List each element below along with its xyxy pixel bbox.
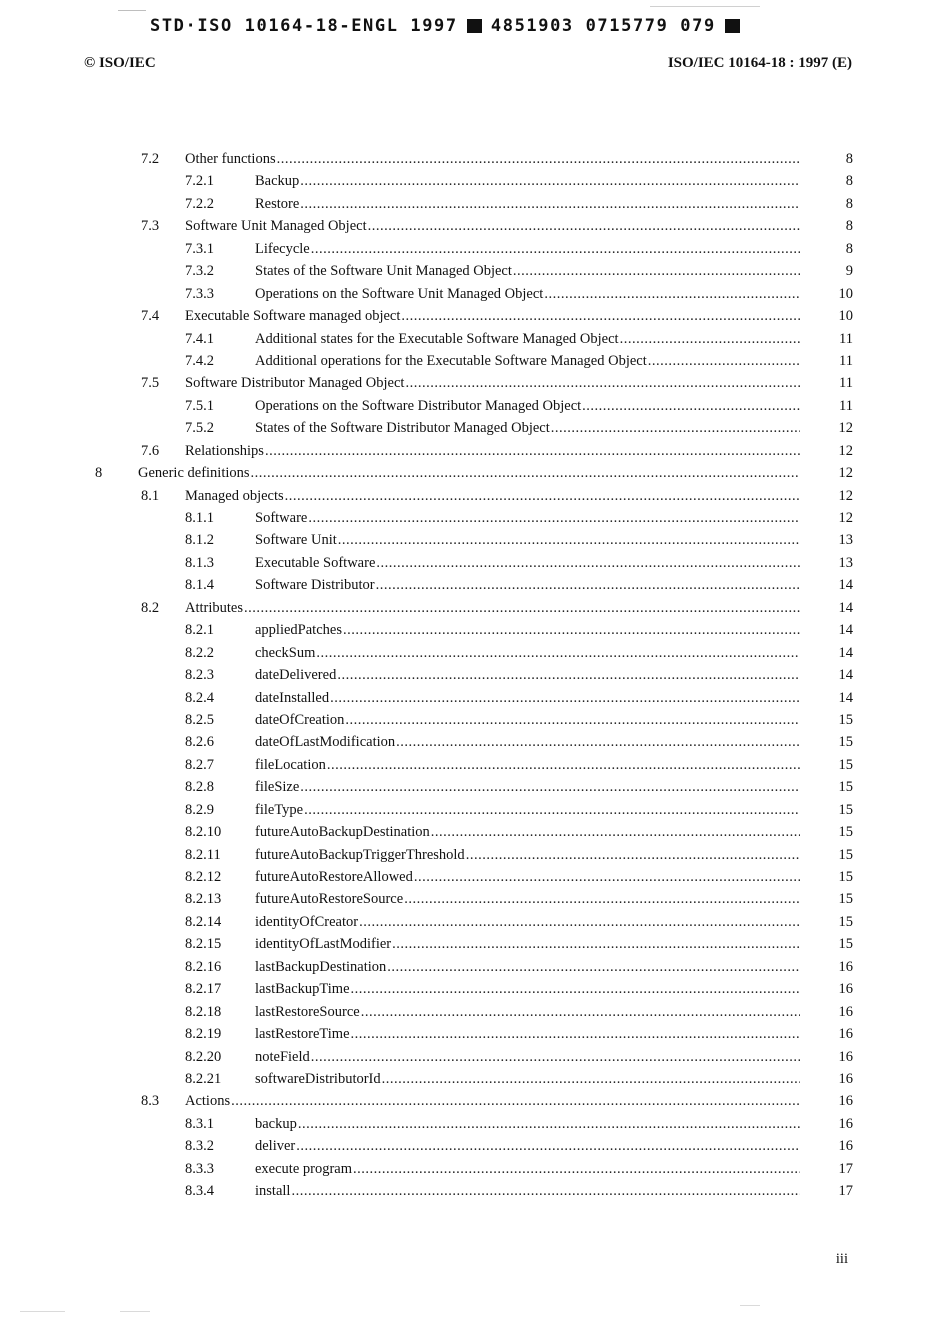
toc-entry-title: Managed objects: [185, 487, 284, 504]
toc-entry-leader-line: [255, 395, 800, 417]
toc-entry-page: 15: [838, 846, 853, 863]
toc-entry-number: 7.3.2: [185, 263, 214, 280]
toc-entry-leader-line: [255, 687, 800, 709]
dot-leader: [359, 911, 800, 933]
toc-entry[interactable]: [0, 529, 950, 551]
toc-entry-leader-line: [138, 462, 800, 484]
toc-entry-title: lastRestoreSource: [255, 1003, 360, 1020]
dot-leader: [582, 395, 800, 417]
toc-entry-page: 15: [838, 869, 853, 885]
toc-entry-number: 8.1.4: [185, 577, 214, 594]
toc-entry[interactable]: [0, 350, 950, 372]
toc-entry-leader-line: [255, 1113, 800, 1135]
toc-entry-leader-line: [255, 1158, 800, 1180]
toc-entry-page: 8: [845, 173, 853, 190]
scan-artifact: [118, 10, 146, 11]
toc-entry-page: 14: [838, 667, 853, 684]
toc-entry[interactable]: [0, 1113, 950, 1135]
toc-entry-page: 11: [839, 375, 853, 392]
header-standard-id: ISO/IEC 10164-18 : 1997 (E): [667, 55, 852, 71]
toc-entry-title: Backup: [255, 173, 300, 190]
dot-leader: [337, 664, 800, 686]
stamp-block: [467, 19, 482, 33]
toc-entry[interactable]: [0, 821, 950, 843]
dot-leader: [285, 485, 800, 507]
toc-entry-page: 16: [838, 1048, 853, 1065]
toc-entry[interactable]: [0, 552, 950, 574]
toc-entry-page: 8: [845, 240, 853, 257]
toc-entry-leader-line: [255, 1068, 800, 1090]
toc-entry[interactable]: [0, 238, 950, 260]
toc-entry-leader-line: [185, 148, 800, 170]
toc-entry-number: 7.5.1: [185, 397, 214, 414]
toc-entry-number: 8.2.18: [185, 1003, 222, 1020]
toc-entry-title: Software Distributor Managed Object: [185, 375, 405, 392]
dot-leader: [311, 1046, 800, 1068]
toc-entry-page: 15: [838, 779, 853, 796]
toc-entry-title: Lifecycle: [255, 240, 310, 257]
dot-leader: [343, 619, 800, 641]
toc-entry-title: lastBackupDestination: [255, 958, 387, 975]
toc-entry-number: 8.2.5: [185, 711, 214, 728]
toc-entry-page: 14: [838, 599, 853, 616]
toc-entry-title: Executable Software managed object: [185, 308, 401, 325]
dot-leader: [404, 888, 800, 910]
toc-entry[interactable]: [0, 619, 950, 641]
toc-entry-page: 8: [845, 151, 853, 167]
toc-entry[interactable]: [0, 305, 950, 327]
toc-entry-leader-line: [255, 1180, 800, 1202]
toc-entry-page: 10: [838, 285, 853, 302]
toc-entry[interactable]: [0, 1135, 950, 1157]
dot-leader: [551, 417, 800, 439]
toc-entry-number: 7.3.3: [185, 285, 214, 302]
dot-leader: [513, 260, 800, 282]
toc-entry-title: softwareDistributorId: [255, 1070, 381, 1087]
toc-entry-leader-line: [185, 372, 800, 394]
dot-leader: [298, 1113, 800, 1135]
stamp-text-mid: 4851903 0715779 079: [490, 16, 716, 36]
toc-entry-page: 16: [838, 1003, 853, 1020]
dot-leader: [327, 754, 800, 776]
table-of-contents: [0, 148, 950, 1203]
toc-entry-title: identityOfLastModifier: [255, 936, 392, 953]
toc-entry-title: Attributes: [185, 599, 243, 616]
toc-entry-title: Operations on the Software Unit Managed Object: [255, 285, 544, 302]
toc-entry-page: 16: [838, 958, 853, 975]
toc-entry-number: 7.4.2: [185, 352, 214, 369]
dot-leader: [620, 328, 800, 350]
toc-entry-leader-line: [255, 664, 800, 686]
toc-entry[interactable]: [0, 776, 950, 798]
toc-entry-leader-line: [255, 799, 800, 821]
dot-leader: [361, 1001, 800, 1023]
scan-artifact: [20, 1311, 65, 1312]
toc-entry-leader-line: [185, 597, 800, 619]
toc-entry-title: Generic definitions: [138, 465, 250, 482]
toc-entry[interactable]: [0, 888, 950, 910]
toc-entry-title: fileSize: [255, 779, 300, 796]
toc-entry-leader-line: [255, 260, 800, 282]
toc-entry-leader-line: [255, 642, 800, 664]
toc-entry-number: 8.2.16: [185, 958, 222, 975]
toc-entry-leader-line: [255, 1023, 800, 1045]
toc-entry-leader-line: [255, 821, 800, 843]
toc-entry-number: 7.4: [141, 308, 160, 325]
toc-entry-number: 8.2.9: [185, 801, 214, 818]
toc-entry-page: 15: [838, 711, 853, 728]
dot-leader: [351, 1023, 800, 1045]
toc-entry[interactable]: [0, 956, 950, 978]
toc-entry[interactable]: [0, 664, 950, 686]
toc-entry[interactable]: [0, 731, 950, 753]
toc-entry[interactable]: [0, 283, 950, 305]
dot-leader: [338, 529, 800, 551]
toc-entry-number: 8.2.3: [185, 667, 214, 684]
toc-entry-number: 8.2.7: [185, 756, 214, 773]
toc-entry[interactable]: [0, 372, 950, 394]
dot-leader: [231, 1090, 800, 1112]
toc-entry-title: backup: [255, 1115, 297, 1132]
dot-leader: [351, 978, 800, 1000]
toc-entry-title: Executable Software: [255, 554, 376, 571]
toc-entry-page: 8: [845, 218, 853, 235]
toc-entry-number: 7.2.2: [185, 195, 214, 212]
dot-leader: [296, 1135, 800, 1157]
toc-entry-number: 8.2.14: [185, 913, 222, 930]
toc-entry-leader-line: [185, 1090, 800, 1112]
dot-leader: [431, 821, 800, 843]
toc-entry-title: Operations on the Software Distributor Managed Object: [255, 397, 582, 414]
toc-entry-title: lastRestoreTime: [255, 1026, 350, 1043]
toc-entry[interactable]: [0, 754, 950, 776]
toc-entry[interactable]: [0, 844, 950, 866]
toc-entry-leader-line: [255, 417, 800, 439]
page-number: iii: [835, 1251, 848, 1267]
toc-entry-page: 15: [838, 913, 853, 930]
toc-entry-page: 16: [838, 1138, 853, 1155]
toc-entry-page: 11: [839, 330, 853, 347]
toc-entry-number: 7.5.2: [185, 420, 214, 437]
toc-entry-title: Additional states for the Executable Software Managed Object: [255, 330, 619, 347]
toc-entry-number: 8.2.8: [185, 779, 214, 796]
toc-entry-number: 8.2.10: [185, 824, 222, 841]
toc-entry[interactable]: [0, 642, 950, 664]
toc-entry-number: 8.2.12: [185, 869, 222, 885]
toc-entry[interactable]: [0, 1023, 950, 1045]
toc-entry-leader-line: [185, 305, 800, 327]
toc-entry-title: Software: [255, 510, 308, 526]
toc-entry-leader-line: [185, 485, 800, 507]
toc-entry-number: 8.2.21: [185, 1070, 222, 1087]
toc-entry-number: 8.2.15: [185, 936, 222, 953]
toc-entry-number: 8.2.1: [185, 622, 214, 639]
toc-entry-page: 10: [838, 308, 853, 325]
toc-entry-title: States of the Software Unit Managed Object: [255, 263, 512, 280]
header-copyright: © ISO/IEC: [84, 55, 156, 71]
toc-entry-number: 7.5: [141, 375, 160, 392]
dot-leader: [405, 372, 800, 394]
toc-entry-number: 7.3: [141, 218, 160, 235]
dot-leader: [414, 866, 800, 888]
stamp-block: [725, 19, 740, 33]
toc-entry-number: 7.2.1: [185, 173, 214, 190]
toc-entry-title: Relationships: [185, 442, 264, 459]
toc-entry-number: 8.3: [141, 1093, 160, 1110]
toc-entry-number: 8.2.2: [185, 644, 214, 661]
dot-leader: [291, 1180, 800, 1202]
dot-leader: [300, 193, 800, 215]
toc-entry-page: 15: [838, 936, 853, 953]
toc-entry-title: lastBackupTime: [255, 981, 350, 998]
toc-entry[interactable]: [0, 1001, 950, 1023]
toc-entry-page: 9: [845, 263, 853, 280]
toc-entry-page: 13: [838, 554, 853, 571]
toc-entry-title: futureAutoBackupTriggerThreshold: [255, 846, 465, 863]
dot-leader: [251, 462, 800, 484]
toc-entry[interactable]: [0, 417, 950, 439]
toc-entry-leader-line: [255, 978, 800, 1000]
toc-entry-page: 8: [845, 195, 853, 212]
scan-artifact: [120, 1311, 150, 1312]
toc-entry-title: identityOfCreator: [255, 913, 359, 930]
toc-entry[interactable]: [0, 507, 950, 529]
dot-leader: [376, 552, 800, 574]
toc-entry[interactable]: [0, 574, 950, 596]
dot-leader: [316, 642, 800, 664]
toc-entry[interactable]: [0, 933, 950, 955]
dot-leader: [277, 148, 800, 170]
toc-entry[interactable]: [0, 215, 950, 237]
dot-leader: [300, 776, 800, 798]
toc-entry-leader-line: [255, 1046, 800, 1068]
toc-entry-leader-line: [255, 552, 800, 574]
toc-entry-page: 15: [838, 801, 853, 818]
toc-entry-leader-line: [255, 956, 800, 978]
toc-entry[interactable]: [0, 597, 950, 619]
toc-entry[interactable]: [0, 1158, 950, 1180]
toc-entry-page: 11: [839, 397, 853, 414]
toc-entry-number: 8.2.4: [185, 689, 214, 706]
toc-entry-page: 16: [838, 1070, 853, 1087]
scan-artifact: [650, 6, 760, 7]
document-stamp: [150, 14, 740, 38]
toc-entry-number: 8.2.6: [185, 734, 214, 751]
toc-entry-number: 8.2: [141, 599, 160, 616]
toc-entry-title: dateOfCreation: [255, 711, 345, 728]
toc-entry-leader-line: [255, 866, 800, 888]
toc-entry[interactable]: [0, 1090, 950, 1112]
dot-leader: [387, 956, 800, 978]
toc-entry[interactable]: [0, 799, 950, 821]
toc-entry-number: 8.3.4: [185, 1183, 214, 1200]
toc-entry-leader-line: [255, 911, 800, 933]
toc-entry-title: futureAutoRestoreAllowed: [255, 869, 413, 885]
toc-entry-leader-line: [255, 1001, 800, 1023]
toc-entry-page: 14: [838, 622, 853, 639]
toc-entry-number: 7.2: [141, 151, 160, 167]
toc-entry-leader-line: [255, 193, 800, 215]
toc-entry-leader-line: [255, 350, 800, 372]
toc-entry-number: 7.4.1: [185, 330, 214, 347]
toc-entry-number: 7.3.1: [185, 240, 214, 257]
toc-entry-leader-line: [255, 754, 800, 776]
dot-leader: [466, 844, 800, 866]
toc-entry-title: noteField: [255, 1048, 310, 1065]
dot-leader: [648, 350, 800, 372]
toc-entry[interactable]: [0, 148, 950, 170]
dot-leader: [308, 507, 800, 529]
toc-entry-title: futureAutoBackupDestination: [255, 824, 430, 841]
toc-entry-page: 14: [838, 689, 853, 706]
dot-leader: [544, 283, 800, 305]
toc-entry-leader-line: [255, 709, 800, 731]
toc-entry-number: 8.1.2: [185, 532, 214, 549]
dot-leader: [376, 574, 800, 596]
dot-leader: [265, 440, 800, 462]
dot-leader: [304, 799, 800, 821]
toc-entry-title: fileLocation: [255, 756, 326, 773]
toc-entry-page: 14: [838, 644, 853, 661]
toc-entry-page: 16: [838, 981, 853, 998]
toc-entry-leader-line: [255, 933, 800, 955]
toc-entry-page: 15: [838, 824, 853, 841]
toc-entry[interactable]: [0, 911, 950, 933]
toc-entry[interactable]: [0, 440, 950, 462]
toc-entry-page: 16: [838, 1115, 853, 1132]
toc-entry-title: install: [255, 1183, 291, 1200]
toc-entry-page: 14: [838, 577, 853, 594]
toc-entry-number: 8: [95, 465, 103, 482]
dot-leader: [311, 238, 800, 260]
toc-entry-leader-line: [255, 328, 800, 350]
toc-entry-page: 15: [838, 734, 853, 751]
toc-entry[interactable]: [0, 485, 950, 507]
toc-entry-title: dateOfLastModification: [255, 734, 396, 751]
toc-entry[interactable]: [0, 395, 950, 417]
toc-entry-page: 12: [838, 487, 853, 504]
toc-entry[interactable]: [0, 193, 950, 215]
toc-entry[interactable]: [0, 709, 950, 731]
toc-entry-leader-line: [255, 283, 800, 305]
dot-leader: [345, 709, 800, 731]
stamp-text-left: STD·ISO 10164-18-ENGL 1997: [150, 16, 458, 36]
toc-entry-title: Other functions: [185, 151, 276, 167]
scan-artifact: [740, 1305, 760, 1306]
toc-entry-page: 17: [838, 1183, 853, 1200]
toc-entry-page: 11: [839, 352, 853, 369]
toc-entry-page: 12: [838, 420, 853, 437]
dot-leader: [382, 1068, 800, 1090]
toc-entry-number: 8.3.3: [185, 1160, 214, 1177]
toc-entry-leader-line: [255, 574, 800, 596]
toc-entry-page: 12: [838, 510, 853, 526]
toc-entry-leader-line: [255, 776, 800, 798]
toc-entry[interactable]: [0, 1180, 950, 1202]
toc-entry-title: States of the Software Distributor Managed Object: [255, 420, 550, 437]
toc-entry-page: 17: [838, 1160, 853, 1177]
toc-entry-page: 15: [838, 756, 853, 773]
toc-entry-page: 15: [838, 891, 853, 908]
dot-leader: [244, 597, 800, 619]
toc-entry-title: Actions: [185, 1093, 231, 1110]
toc-entry-title: Software Distributor: [255, 577, 375, 594]
toc-entry-title: checkSum: [255, 644, 316, 661]
toc-entry-leader-line: [255, 619, 800, 641]
toc-entry-title: Additional operations for the Executable Software Managed Object: [255, 352, 647, 369]
toc-entry-number: 8.2.20: [185, 1048, 222, 1065]
toc-entry-leader-line: [255, 731, 800, 753]
toc-entry-leader-line: [255, 507, 800, 529]
toc-entry[interactable]: [0, 462, 950, 484]
toc-entry-page: 16: [838, 1093, 853, 1110]
dot-leader: [353, 1158, 800, 1180]
toc-entry-title: Software Unit Managed Object: [185, 218, 367, 235]
dot-leader: [300, 170, 800, 192]
toc-entry[interactable]: [0, 866, 950, 888]
toc-entry[interactable]: [0, 687, 950, 709]
toc-entry-title: dateInstalled: [255, 689, 330, 706]
toc-entry-title: appliedPatches: [255, 622, 342, 639]
toc-entry-number: 8.3.2: [185, 1138, 214, 1155]
dot-leader: [401, 305, 800, 327]
toc-entry-leader-line: [255, 529, 800, 551]
toc-entry-number: 8.1.3: [185, 554, 214, 571]
toc-entry-title: Restore: [255, 195, 300, 212]
toc-entry-title: dateDelivered: [255, 667, 337, 684]
toc-entry-title: futureAutoRestoreSource: [255, 891, 404, 908]
toc-entry[interactable]: [0, 260, 950, 282]
toc-entry-title: execute program: [255, 1160, 353, 1177]
toc-entry-page: 12: [838, 442, 853, 459]
toc-entry-number: 8.3.1: [185, 1115, 214, 1132]
toc-entry-leader-line: [255, 238, 800, 260]
toc-entry-number: 8.2.11: [185, 846, 221, 863]
toc-entry-leader-line: [185, 440, 800, 462]
toc-entry-leader-line: [255, 1135, 800, 1157]
toc-entry-number: 8.2.17: [185, 981, 222, 998]
toc-entry-number: 8.2.19: [185, 1026, 222, 1043]
dot-leader: [368, 215, 800, 237]
toc-entry-leader-line: [255, 170, 800, 192]
dot-leader: [330, 687, 800, 709]
toc-entry-title: fileType: [255, 801, 304, 818]
toc-entry[interactable]: [0, 1068, 950, 1090]
toc-entry-title: deliver: [255, 1138, 296, 1155]
toc-entry-page: 12: [838, 465, 853, 482]
toc-entry[interactable]: [0, 328, 950, 350]
dot-leader: [396, 731, 800, 753]
toc-entry-leader-line: [185, 215, 800, 237]
dot-leader: [392, 933, 800, 955]
toc-entry[interactable]: [0, 1046, 950, 1068]
toc-entry-number: 8.1.1: [185, 510, 214, 526]
toc-entry-number: 8.1: [141, 487, 160, 504]
toc-entry-leader-line: [255, 844, 800, 866]
toc-entry-page: 16: [838, 1026, 853, 1043]
toc-entry[interactable]: [0, 978, 950, 1000]
toc-entry-number: 8.2.13: [185, 891, 222, 908]
toc-entry-leader-line: [255, 888, 800, 910]
toc-entry-number: 7.6: [141, 442, 160, 459]
toc-entry[interactable]: [0, 170, 950, 192]
toc-entry-page: 13: [838, 532, 853, 549]
toc-entry-title: Software Unit: [255, 532, 337, 549]
